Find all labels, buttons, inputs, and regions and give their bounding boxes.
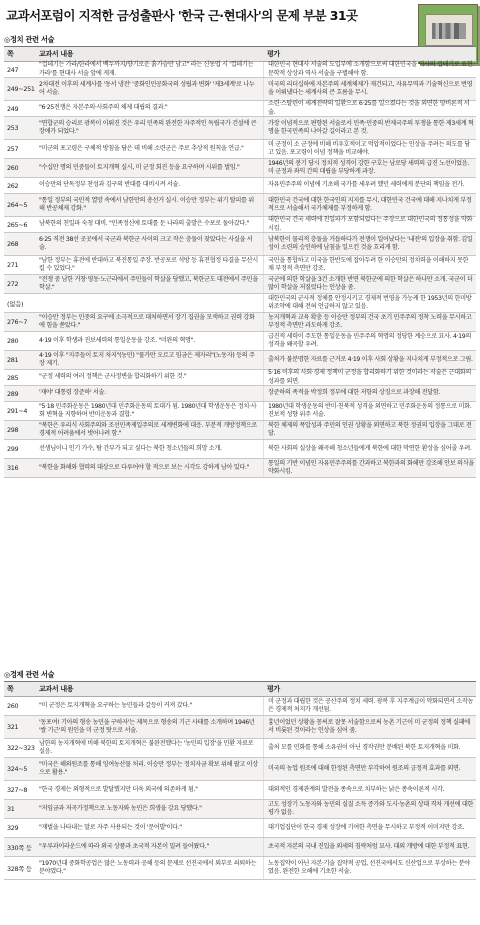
row-content: "재벌을 나타내는 말로 자주 사용되는 것이 '문어발'이다." — [39, 823, 182, 831]
table-row — [4, 313, 476, 332]
row-page: (없음) — [7, 299, 24, 308]
row-evaluation: 고도 성장기 노동자와 농민의 실질 소득 증가와 도시·농촌의 상대 격차 개선에 대한 평가 없음. — [263, 800, 476, 818]
table-row — [4, 819, 476, 838]
row-page: 291~4 — [7, 407, 28, 415]
row-evaluation: 출처 모를 민화를 통해 소유권이 아닌 경작권만 분배된 북한 토지개혁을 미화. — [263, 739, 476, 757]
row-page: 280 — [7, 337, 19, 345]
economic-heading: ◎경제 관련 서술 — [4, 670, 55, 679]
row-evaluation: 1946년의 봉기 당시 정치적 성격이 강한 구호는 남로당 세력의 급진 노선이었음. 미 군정과 좌익 간의 대립을 부당하게 과장. — [263, 159, 476, 177]
table-row — [4, 459, 476, 478]
row-page: 285 — [7, 373, 19, 382]
row-evaluation: 자유민주주의 이념에 기초해 국가를 세우려 했던 세력에게 분단의 책임을 전가. — [263, 178, 476, 193]
row-evaluation: 노동집약이 아닌 자본·기술 집약적 공업, 선진국에서도 신산업으로 부상하는 분야였음. 완전한 오해에 기초한 서술. — [263, 857, 476, 879]
row-page: 257 — [7, 145, 19, 153]
row-evaluation: 북한 사회의 실상을 왜곡해 청소년들에게 북한에 대한 막연한 환상을 심어줄 우려. — [263, 440, 476, 458]
page-title: 교과서포럼이 지적한 금성출판사 '한국 근·현대사'의 문제 부분 31곳 — [6, 8, 358, 23]
row-content: "전쟁 중 남한 거창·영동·노근리에서 주민들이 학살을 당했고, 북한군도 대전에서 주민을 학살." — [39, 275, 258, 291]
col-content-header: 교과서 내용 — [39, 684, 74, 693]
table-row — [4, 194, 476, 217]
table-row — [4, 716, 476, 739]
political-table-body — [4, 62, 476, 478]
table-row — [4, 800, 476, 819]
row-content: "남한 정부는 휴전에 반대하고 북진통일 주장. 반공포로 석방 등 휴전협정 타결을 무산시킬 수 있었다." — [39, 256, 258, 272]
table-row — [4, 402, 476, 421]
political-heading: ◎정치 관련 서술 — [4, 35, 55, 44]
row-evaluation: 급진적 세력이 주도한 통일운동을 민주주의 혁명의 정당한 계승으로 묘사. 4·19의 성격을 왜곡할 우려. — [263, 332, 476, 350]
row-content: 6·25 직전 38선 곳곳에서 국군과 북한군 사이의 크고 작은 충돌이 잦았다는 사실을 서술. — [39, 235, 253, 251]
table-row — [4, 78, 476, 101]
row-content: "1970년대 중화학공업은 많은 노동력과 공해 등의 문제로 선진국에서 외부로 쇠퇴하는 분야였다." — [39, 859, 257, 875]
row-content: 이승만의 단독정부 찬성과 김구의 반대를 대비시켜 서술. — [39, 181, 180, 189]
row-page: 260 — [7, 702, 19, 710]
row-evaluation: 대한민국 건국에 대한 한국인의 지지를 무시, 대한민국 건국에 대해 지나치게 부정적으로 서술해서 국가체제를 부정하게 함. — [263, 194, 476, 216]
table-row — [4, 62, 476, 78]
col-page-header: 쪽 — [7, 685, 14, 693]
row-evaluation: 5·16 이후의 사회·경제 정책이 군정을 합리화하기 위한 것이라는 서술은 근대화의 성과를 외면. — [263, 370, 476, 385]
row-page: 268 — [7, 240, 19, 248]
row-content: "통일 정부의 국민적 열망 속에서 남한만의 총선거 실시. 이승만 정부는 위기 탈피를 위해 반공체제 강화." — [39, 196, 254, 212]
row-evaluation: 미 군정이 소 군정에 비해 비우호적이고 억압적이었다는 인상을 주려는 의도를 담고 있음. 포고령이 이념 정책을 비교해야. — [263, 140, 476, 158]
row-page: 298 — [7, 426, 19, 434]
row-content: "연합군의 승리로 광복이 이뤄진 것은 우리 민족의 완전한 자주적인 독립국가 건설에 큰 장애가 되었다." — [39, 119, 257, 135]
row-evaluation: 장준하의 족적을 박정희 정부에 대한 저항의 상징으로 과장해 전달함. — [263, 386, 476, 401]
table-row — [4, 256, 476, 275]
table-row — [4, 159, 476, 178]
table-row — [4, 233, 476, 256]
table-row — [4, 370, 476, 386]
row-content: '동포여! 기아의 형송 농민을 구하자'는 제목으로 형송의 기근 사태를 소개하며 1946년 '쌀 기근'의 원인을 미 군정 탓으로 서술. — [39, 718, 255, 734]
table-row — [4, 838, 476, 857]
row-content: "군정 세력의 여러 정책은 군사정변을 합리화하기 위한 것." — [39, 373, 187, 381]
economic-section — [4, 669, 476, 880]
table-row — [4, 697, 476, 716]
row-evaluation: 미국의 농업 원조에 대해 한정된 측면만 부각하여 원조의 긍정적 효과를 외면. — [263, 758, 476, 780]
table-row — [4, 275, 476, 294]
row-page: 31 — [7, 805, 15, 813]
row-evaluation: 미 군정과 대립한 것은 공산주의 정치 세력. 광복 후 지주계급이 약화되면서 소작농은 경제적 처지가 개선됨. — [263, 697, 476, 715]
row-evaluation: 남북한이 물리적 충돌을 거듭하다가 전쟁이 일어났다는 '내전'의 입장을 취함. 김일성이 소련의 승인하에 남침을 일으킨 것을 흐리게 함. — [263, 233, 476, 255]
table-row — [4, 386, 476, 402]
table-row — [4, 421, 476, 440]
row-evaluation: 가장 이념적으로 편향된 서술로서 민족·민중의 반제국주의 투쟁을 통한 제3세계 혁명을 한국민족의 나아갈 길이라고 본 것. — [263, 117, 476, 139]
row-evaluation: 농지개혁과 교육 확충 등 이승만 정부의 건국 초기 민주주의 정착 노력을 무시하고 부정적 측면만 과도하게 강조. — [263, 313, 476, 331]
row-page: 247 — [7, 65, 19, 74]
row-content: "북한을 화해와 협력의 대상으로 다루어야 할 적으로 보는 시각도 강하게 남아 있다." — [39, 463, 250, 471]
row-evaluation: 소련·스탈린이 세계전략의 일환으로 6·25를 일으켰다는 것을 외면한 양비론적 서술. — [263, 101, 476, 116]
row-evaluation: 국군에 의한 학살을 3건 소개한 반면 북한군에 의한 학살은 하나만 소개. 국군이 더 많이 학살을 저질렀다는 인상을 줌. — [263, 275, 476, 293]
table-row — [4, 294, 476, 313]
table-row — [4, 140, 476, 159]
row-evaluation: 대한민국 현대사 서술의 도입부에 소개함으로써 대한민국을 역사의 껍데기로 표현. 문학적 상상과 역사 서술을 구별해야 함. — [263, 62, 476, 77]
row-page: 322~323 — [7, 744, 35, 752]
row-content: '재야' 대통령 장준하' 서술. — [39, 389, 106, 397]
row-evaluation: 국민을 통합하고 미국을 한반도에 잡아두려 한 이승만의 정치력을 이해하지 못한 채 부정적 측면만 강조. — [263, 256, 476, 274]
economic-table-header — [4, 681, 476, 697]
row-evaluation: 북한 체제의 폭압성과 주민의 인권 상황을 외면하고 북한 정권의 입장을 그대로 전달. — [263, 421, 476, 439]
row-content: "한국 경제는 외형적으로 발달했지만 더욱 외국에 의존하게 됨." — [39, 785, 198, 793]
row-page: 289 — [7, 389, 19, 398]
row-page: 265~6 — [7, 220, 28, 229]
row-page: 272 — [7, 280, 19, 288]
table-row — [4, 217, 476, 233]
row-page: 321 — [7, 723, 19, 731]
row-evaluation: 대기업집단이 한국 경제 성장에 기여한 측면을 무시하고 부정적 이미지만 강조. — [263, 819, 476, 837]
row-evaluation: 미국의 리더십하에 자본주의 세계체제가 재건되고, 자유무역과 기술혁신으로 번영을 이뤄냈다는 세계사의 큰 흐름을 무시. — [263, 78, 476, 100]
table-row — [4, 351, 476, 370]
row-page: 329 — [7, 824, 19, 832]
row-content: "껍데기는 가라/한라에서 백두까지/향기로운 흙가슴만 남고" 라는 신동엽 시 '껍데기는 가라'를 현대사 서술 앞에 게재. — [39, 61, 254, 77]
row-evaluation: 출처가 불분명한 자료를 근거로 4·19 이후 사회 상황을 지나치게 부정적으로 그림. — [263, 351, 476, 369]
col-content-header: 교과서 내용 — [39, 49, 74, 58]
row-content: "수십만 명의 민중들이 토지개혁 실시, 미 군정 회진 등을 요구하며 시위를 벌임." — [39, 163, 240, 171]
row-evaluation: 통일의 기반 이념인 자유민주주의를 간과하고 북한과의 화해만 강조해 안보 의식을 약화시킴. — [263, 459, 476, 477]
row-content: 2차대전 이후의 세계사를 '동서 냉전' '중화인민공화국의 성립과 변화' '제3세계'로 나누어 서술. — [39, 80, 255, 96]
row-page: 299 — [7, 445, 19, 453]
row-page: 253 — [7, 124, 19, 132]
row-page: 249~251 — [7, 85, 35, 93]
row-evaluation: 대한민국 건국 세력에 친일파가 포함되었다는 주장으로 대한민국의 정통성을 약화시킴. — [263, 217, 476, 232]
row-page: 249 — [7, 104, 19, 113]
col-evaluation-header: 평가 — [267, 49, 280, 58]
row-content: "미 군정은 토지개혁을 요구하는 농민들과 갈등이 커져 갔다." — [39, 701, 192, 709]
row-page: 276~7 — [7, 318, 28, 326]
row-page: 324~5 — [7, 765, 28, 773]
table-row — [4, 739, 476, 758]
row-content: "6·25전쟁은 자본주의·사회주의 체제 대립의 결과." — [39, 104, 168, 112]
row-content: "미국은 해외원조를 통해 잉여농산물 처리. 이승만 정부는 정치자금 확보 위해 팔고 이상으로 활용." — [39, 760, 258, 776]
row-content: "5·18 민주화운동은 1980년대 민주화운동의 토대가 됨. 1980년대 학생운동은 정치·사회 변혁을 지향하며 반미운동과 결합." — [39, 402, 257, 418]
row-content: 남한의 농지개혁에 비해 북한의 토지개혁은 불완전했다는 '농민의 입장'을 민환 자료로 실음. — [39, 739, 254, 755]
row-page: 260 — [7, 164, 19, 172]
table-row — [4, 178, 476, 194]
table-row — [4, 117, 476, 140]
table-row — [4, 781, 476, 800]
political-table-header — [4, 46, 476, 62]
row-page: 281 — [7, 356, 19, 364]
political-section — [4, 34, 476, 478]
row-page: 264~5 — [7, 201, 28, 209]
row-evaluation: 1980년대 학생운동의 반미·친북적 성격을 외면하고 민주화운동의 정통으로 미화. 진보적 성향 위주 서술. — [263, 402, 476, 420]
table-row — [4, 758, 476, 781]
economic-table-body — [4, 697, 476, 880]
row-evaluation: 대외적인 경제관계의 발전을 종속으로 치부하는 낡은 종속이론적 시각. — [263, 781, 476, 799]
row-content: "이승만 정부는 민중의 요구에 소극적으로 대처하면서 장기 집권을 모색하고 권력 강화에 힘을 쏟았다." — [39, 313, 255, 329]
row-content: 4·19 이후 학생과 진보세력의 통일운동을 강조. "미완의 혁명". — [39, 336, 195, 344]
row-content: "저임금과 저곡가정책으로 노동자와 농민은 희생을 강요 당했다." — [39, 804, 202, 812]
row-evaluation: 대한민국의 군사적 정체를 안정시키고 경제적 번영을 가능케 한 1953년의 한미방위조약에 대해 전혀 언급하지 않고 있음. — [263, 294, 476, 312]
row-content: 남북한의 친일파 숙청 대비. "민족정신에 토대를 둔 나라의 출발은 수포로 돌아갔다." — [39, 220, 250, 228]
row-page: 316 — [7, 464, 19, 472]
col-evaluation-header: 평가 — [267, 684, 280, 693]
row-content: "우루과이라운드에 따라 외국 상품과 초국적 자본이 밀려 들어왔다." — [39, 842, 209, 850]
table-row — [4, 332, 476, 351]
row-page: 271 — [7, 261, 19, 269]
row-content — [37, 294, 263, 312]
row-page: 328쪽 등 — [7, 864, 32, 873]
row-content: "미군의 포고령은 구체적 방침을 담은 데 비해 소련군은 주로 추상적 원칙을 언급." — [39, 144, 244, 152]
col-page-header: 쪽 — [7, 50, 14, 58]
row-page: 330쪽 등 — [7, 843, 32, 852]
row-content: 4·19 이후 "지주들이 토지 차지"(농민) "물가만 오르고 임금은 제자리"(노동자) 등의 주장 제기. — [39, 351, 255, 367]
table-row — [4, 857, 476, 880]
row-content: 선생님이니 인기 가수, 탐 간부가 되고 싶다는 북한 청소년들의 희망 소개. — [39, 444, 222, 452]
row-page: 327~8 — [7, 786, 28, 794]
table-row — [4, 440, 476, 459]
row-evaluation: 초국적 자본의 국내 진입을 외세의 침략처럼 묘사. 대외 개방에 대한 부정적 표현. — [263, 838, 476, 856]
row-page: 262 — [7, 181, 19, 190]
table-row — [4, 101, 476, 117]
row-content: "북한은 우리식 사회주의와 조선민족제일주의로 세계변화에 대응. 부분적 개방정책으로 경제적 어려움에서 벗어나려 함." — [39, 421, 258, 437]
row-evaluation: 흉년이었던 상황을 꽁씨로 잘못 서술함으로써 농촌 기근이 미 군정의 정책 실패에서 비롯된 것이라는 인상을 심어 줌. — [263, 716, 476, 738]
